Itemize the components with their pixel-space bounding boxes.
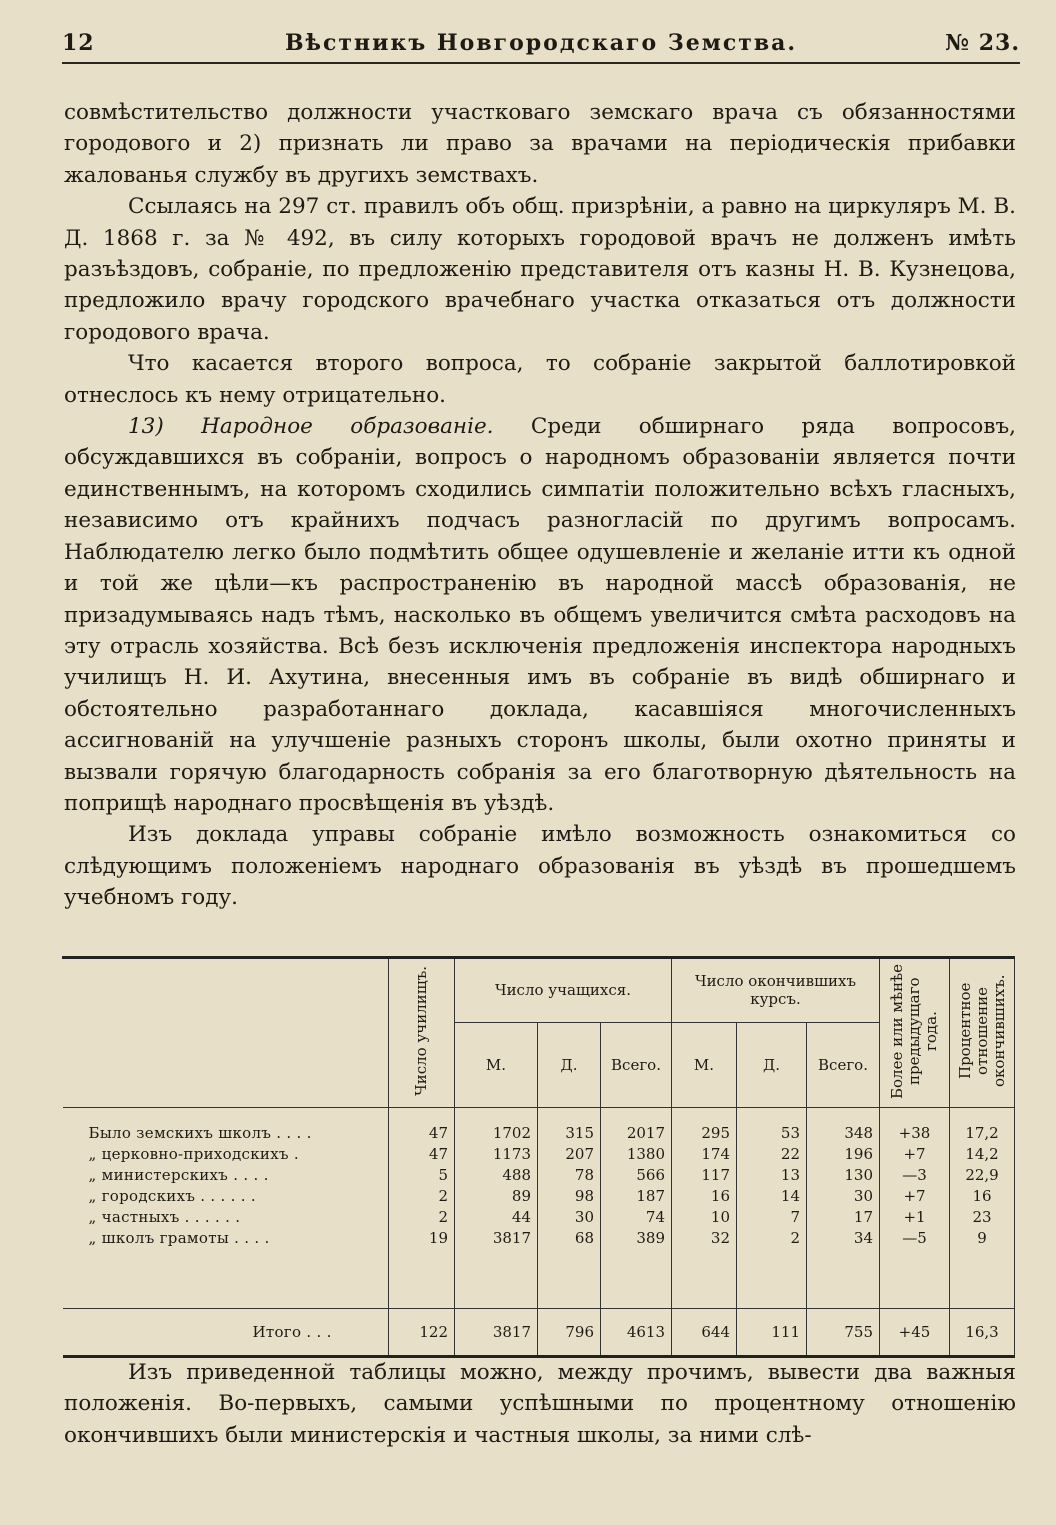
header-students-total: Всего. [601, 1022, 672, 1107]
table-spacer-row [63, 1248, 1015, 1309]
cell-graduates-d: 22 [737, 1143, 807, 1164]
cell-schools: 2 [389, 1206, 455, 1227]
cell-graduates-d: 14 [737, 1185, 807, 1206]
cell-students-total: 74 [601, 1206, 672, 1227]
cell-students-m: 3817 [455, 1227, 538, 1248]
table-row [63, 1185, 1015, 1206]
total-graduates-total: 755 [807, 1309, 880, 1357]
total-students-total: 4613 [601, 1309, 672, 1357]
header-percent-graduates: Процентное отношение окончившихъ. [950, 959, 1015, 1108]
paragraph-3: Что касается второго вопроса, то собраніе закрытой баллотировкой отнеслось къ нему отрицательно. [64, 351, 1016, 408]
cell-students-m: 1173 [455, 1143, 538, 1164]
cell-percent: 9 [950, 1227, 1015, 1248]
cell-students-m: 89 [455, 1185, 538, 1206]
cell-graduates-m: 16 [672, 1185, 737, 1206]
table-row [63, 1164, 1015, 1185]
cell-students-total: 566 [601, 1164, 672, 1185]
cell-schools: 5 [389, 1164, 455, 1185]
cell-graduates-d: 2 [737, 1227, 807, 1248]
cell-students-m: 1702 [455, 1108, 538, 1144]
cell-graduates-m: 174 [672, 1143, 737, 1164]
cell-row-label: Было земскихъ школъ . . . . [63, 1108, 389, 1144]
header-graduates-d: Д. [737, 1022, 807, 1107]
paragraph-4-body: Среди обширнаго ряда вопросовъ, обсуждавшихся въ собраніи, вопросъ о народномъ образованіи является почти единственнымъ, на которомъ сходились симпатіи положительно всѣхъ гласныхъ, независимо отъ крайнихъ подчасъ разногласій по другимъ вопросамъ. Наблюдателю легко было подмѣтить общее одушевленіе и желаніе итти къ одной и той же цѣли—къ распространенію въ народной массѣ образованія, не призадумываясь надъ тѣмъ, насколько въ общемъ увеличится смѣта расходовъ на эту отрасль хозяйства. Всѣ безъ исключенія предложенія инспектора народныхъ училищъ Н. И. Ахутина, внесенныя имъ въ собраніе въ видѣ обширнаго и обстоятельно разработаннаго доклада, касавшіяся многочисленныхъ ассигнованій на улучшеніе разныхъ сторонъ школы, были охотно приняты и вызвали горячую благодарность собранія за его благотворную дѣятельность на поприщѣ народнаго просвѣщенія въ уѣздѣ. [64, 414, 1016, 816]
spacer-cell [455, 1248, 538, 1309]
total-schools: 122 [389, 1309, 455, 1357]
cell-percent: 23 [950, 1206, 1015, 1227]
table-row [63, 1108, 1015, 1144]
cell-schools: 19 [389, 1227, 455, 1248]
cell-graduates-total: 348 [807, 1108, 880, 1144]
cell-graduates-m: 32 [672, 1227, 737, 1248]
cell-students-total: 2017 [601, 1108, 672, 1144]
page-header [62, 28, 1020, 64]
cell-row-label: „ школъ грамоты . . . . [63, 1227, 389, 1248]
paragraph-6: Изъ приведенной таблицы можно, между прочимъ, вывести два важныя положенія. Во-первыхъ, самыми успѣшными по процентному отношенію окончившихъ были министерскія и частныя школы, за ними слѣ- [64, 1360, 1016, 1448]
cell-students-d: 315 [538, 1108, 601, 1144]
table-row [63, 1143, 1015, 1164]
header-graduates-m: М. [672, 1022, 737, 1107]
section-heading: 13) Народное образованіе. [128, 414, 494, 440]
spacer-cell [601, 1248, 672, 1309]
table-body [63, 1108, 1015, 1309]
cell-graduates-d: 53 [737, 1108, 807, 1144]
cell-graduates-d: 13 [737, 1164, 807, 1185]
issue-number: № 23. [945, 30, 1020, 56]
cell-percent: 14,2 [950, 1143, 1015, 1164]
spacer-cell [538, 1248, 601, 1309]
cell-diff: +7 [880, 1185, 950, 1206]
spacer-cell [737, 1248, 807, 1309]
cell-diff: +1 [880, 1206, 950, 1227]
cell-graduates-total: 17 [807, 1206, 880, 1227]
cell-diff: —5 [880, 1227, 950, 1248]
cell-diff: —3 [880, 1164, 950, 1185]
spacer-cell [880, 1248, 950, 1309]
paragraph-1: совмѣстительство должности участковаго земскаго врача съ обязанностями городового и 2) признать ли право за врачами на періодическія прибавки жалованья службу въ другихъ земствахъ. [64, 100, 1016, 188]
schools-table-wrap [62, 956, 1014, 1356]
spacer-cell [807, 1248, 880, 1309]
total-label: Итого . . . [63, 1309, 389, 1357]
cell-students-d: 207 [538, 1143, 601, 1164]
total-graduates-d: 111 [737, 1309, 807, 1357]
cell-students-d: 30 [538, 1206, 601, 1227]
cell-students-m: 44 [455, 1206, 538, 1227]
body-text-top [64, 97, 1016, 914]
cell-graduates-total: 196 [807, 1143, 880, 1164]
spacer-cell [672, 1248, 737, 1309]
cell-graduates-m: 117 [672, 1164, 737, 1185]
cell-row-label: „ церковно-приходскихъ . [63, 1143, 389, 1164]
paragraph-5: Изъ доклада управы собраніе имѣло возможность ознакомиться со слѣдующимъ положеніемъ народнаго образованія въ уѣздѣ въ прошедшемъ учебномъ году. [64, 822, 1016, 911]
total-students-m: 3817 [455, 1309, 538, 1357]
total-diff: +45 [880, 1309, 950, 1357]
journal-title: Вѣстникъ Новгородскаго Земства. [284, 30, 798, 56]
cell-schools: 2 [389, 1185, 455, 1206]
cell-graduates-m: 295 [672, 1108, 737, 1144]
header-students-m: М. [455, 1022, 538, 1107]
table-row [63, 1206, 1015, 1227]
cell-diff: +7 [880, 1143, 950, 1164]
header-graduates-total: Всего. [807, 1022, 880, 1107]
spacer-cell [63, 1248, 389, 1309]
spacer-cell [389, 1248, 455, 1309]
header-schools-count: Число училищъ. [389, 959, 455, 1108]
header-diff-prev-year: Более или мѣнѣе предыдущаго года. [880, 959, 950, 1108]
paragraph-2: Ссылаясь на 297 ст. правилъ объ общ. призрѣніи, а равно на циркуляръ М. В. Д. 1868 г. за № 492, въ силу которыхъ городовой врачъ не долженъ имѣть разъѣздовъ, собраніе, по предложенію представителя отъ казны Н. В. Кузнецова, предложило врачу городского врачебнаго участка отказаться отъ должности городового врача. [64, 194, 1016, 345]
cell-percent: 22,9 [950, 1164, 1015, 1185]
cell-diff: +38 [880, 1108, 950, 1144]
spacer-cell [950, 1248, 1015, 1309]
cell-students-m: 488 [455, 1164, 538, 1185]
cell-students-d: 68 [538, 1227, 601, 1248]
cell-graduates-m: 10 [672, 1206, 737, 1227]
table-row [63, 1227, 1015, 1248]
cell-students-d: 98 [538, 1185, 601, 1206]
total-students-d: 796 [538, 1309, 601, 1357]
page-number: 12 [62, 30, 95, 56]
paragraph-4 [64, 411, 1016, 819]
cell-graduates-total: 130 [807, 1164, 880, 1185]
table-total-row [63, 1309, 1015, 1357]
schools-statistics-table [62, 956, 1015, 1358]
header-students-d: Д. [538, 1022, 601, 1107]
cell-schools: 47 [389, 1143, 455, 1164]
cell-graduates-d: 7 [737, 1206, 807, 1227]
header-students-group: Число учащихся. [455, 959, 672, 1022]
cell-schools: 47 [389, 1108, 455, 1144]
body-text-bottom [64, 1357, 1016, 1451]
cell-students-d: 78 [538, 1164, 601, 1185]
cell-row-label: „ частныхъ . . . . . . [63, 1206, 389, 1227]
cell-graduates-total: 34 [807, 1227, 880, 1248]
total-graduates-m: 644 [672, 1309, 737, 1357]
cell-students-total: 389 [601, 1227, 672, 1248]
cell-percent: 17,2 [950, 1108, 1015, 1144]
header-graduates-group: Число окончившихъ курсъ. [672, 959, 880, 1022]
cell-percent: 16 [950, 1185, 1015, 1206]
cell-row-label: „ министерскихъ . . . . [63, 1164, 389, 1185]
total-percent: 16,3 [950, 1309, 1015, 1357]
cell-students-total: 1380 [601, 1143, 672, 1164]
cell-graduates-total: 30 [807, 1185, 880, 1206]
cell-row-label: „ городскихъ . . . . . . [63, 1185, 389, 1206]
cell-students-total: 187 [601, 1185, 672, 1206]
header-blank [63, 959, 389, 1108]
